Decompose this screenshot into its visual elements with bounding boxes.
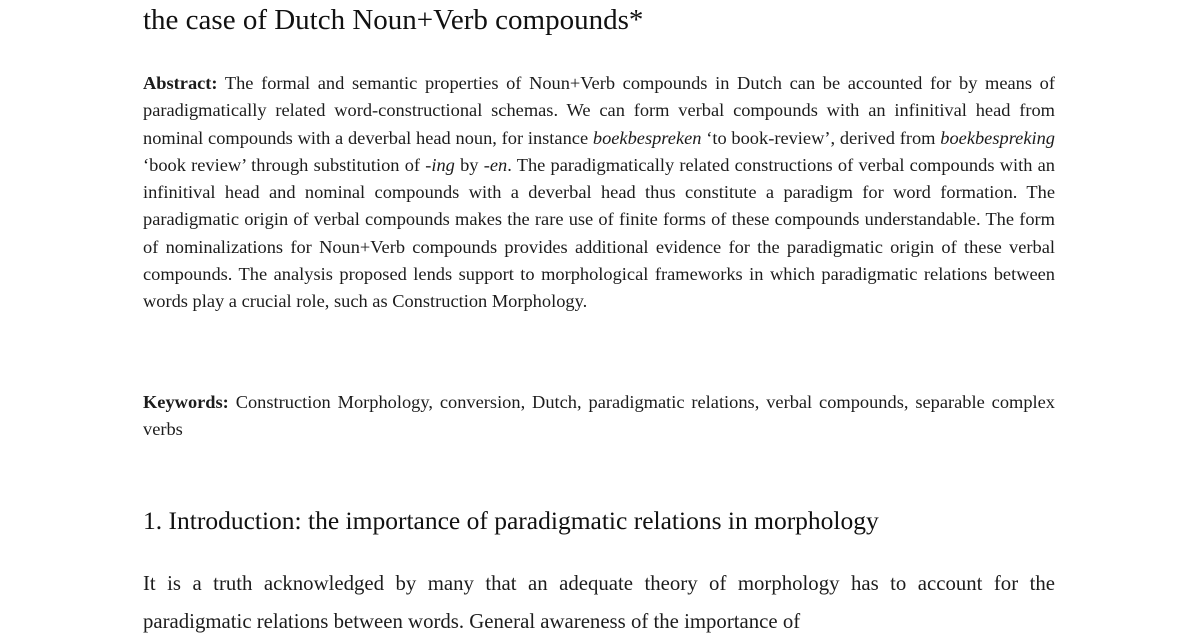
abstract-label: Abstract: [143,73,218,93]
abstract-text-2: ‘to book-review’, derived from [701,127,941,148]
abstract-paragraph [143,70,1055,316]
keywords-text: Construction Morphology, conversion, Dutch, paradigmatic relations, verbal compounds, separable complex verbs [143,392,1055,440]
abstract-text-3: ‘book review’ through substitution of [143,154,426,175]
keywords-label: Keywords: [143,392,229,412]
abstract-text-4: by [454,154,484,175]
abstract-term-boekbespreken: boekbespreken [592,127,702,148]
body-paragraph: It is a truth acknowledged by many that an adequate theory of morphology has to account for the paradigmatic relations between words. General awareness of the importance of [143,572,1055,633]
abstract-text-5: . The paradigmatically related constructions of verbal compounds with an infinitival head and nominal compounds with a deverbal head thus constitute a paradigm for word formation. The paradigmatic origin of verbal compounds makes the rare use of finite forms of these compounds understandable. The form of nominalizations for Noun+Verb compounds provides additional evidence for the paradigmatic origin of these verbal compounds. The analysis proposed lends support to morphological frameworks in which paradigmatic relations between words play a crucial role, such as Construction Morphology. [143,154,1055,312]
abstract-text-1: The formal and semantic properties of Noun+Verb compounds in Dutch can be accounted for by means of paradigmatically related word-constructional schemas. We can form verbal compounds with an infinitival head from nominal compounds with a deverbal head noun, for instance [143,73,1055,148]
abstract-term-ing: -ing [425,154,455,175]
keywords-paragraph [143,389,1055,444]
paper-title: the case of Dutch Noun+Verb compounds* [143,4,644,36]
abstract-term-boekbespreking: boekbespreking [940,127,1055,148]
section-heading: 1. Introduction: the importance of paradigmatic relations in morphology [143,506,879,535]
abstract-term-en: -en [483,154,508,175]
